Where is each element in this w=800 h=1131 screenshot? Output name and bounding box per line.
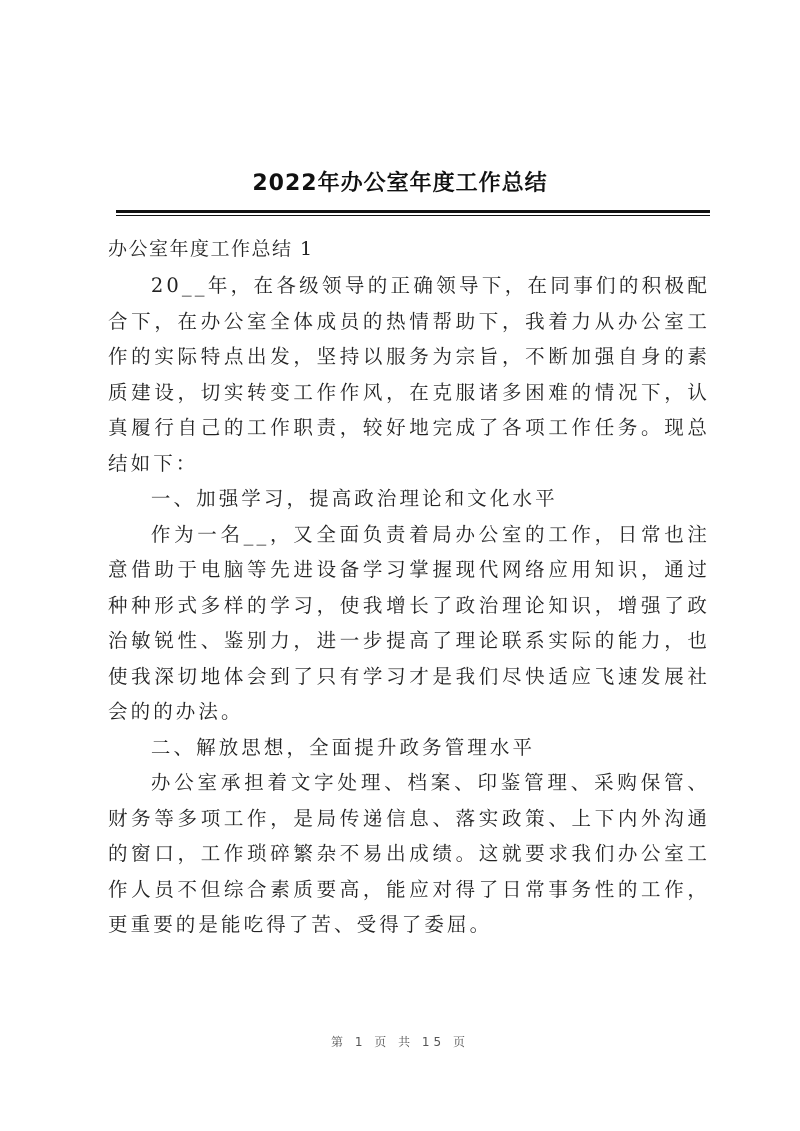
title-rule-thin — [116, 215, 710, 216]
heading-management: 二、解放思想，全面提升政务管理水平 — [150, 735, 536, 759]
paragraph-management: 办公室承担着文字处理、档案、印鉴管理、采购保管、财务等多项工作，是局传递信息、落实政策、上下内外沟通的窗口，工作琐碎繁杂不易出成绩。这就要求我们办公室工作人员不但综合素质要高，能应对得了日常事务性的工作，更重要的是能吃得了苦、受得了委屈。 — [108, 771, 710, 936]
heading-study: 一、加强学习，提高政治理论和文化水平 — [150, 487, 558, 510]
paragraph-study: 作为一名__，又全面负责着局办公室的工作，日常也注意借助于电脑等先进设备学习掌握现代网络应用知识，通过种种形式多样的学习，使我增长了政治理论知识，增强了政治敏锐性、鉴别力，进一步提高了理论联系实际的能力，也使我深切地体会到了只有学习才是我们尽快适应飞速发展社会的的办法。 — [108, 522, 710, 723]
document-title: 2022年办公室年度工作总结 — [252, 171, 548, 196]
title-rule-thick — [116, 210, 710, 213]
paragraph-intro: 20__年，在各级领导的正确领导下，在同事们的积极配合下，在办公室全体成员的热情帮助下，我着力从办公室工作的实际特点出发，坚持以服务为宗旨，不断加强自身的素质建设，切实转变工作作风，在克服诸多困难的情况下，认真履行自己的工作职责，较好地完成了各项工作任务。现总结如下： — [108, 274, 710, 475]
document-body — [108, 268, 710, 943]
page-footer: 第 1 页 共 15 页 — [331, 1035, 469, 1049]
section-subtitle: 办公室年度工作总结 1 — [108, 238, 314, 260]
